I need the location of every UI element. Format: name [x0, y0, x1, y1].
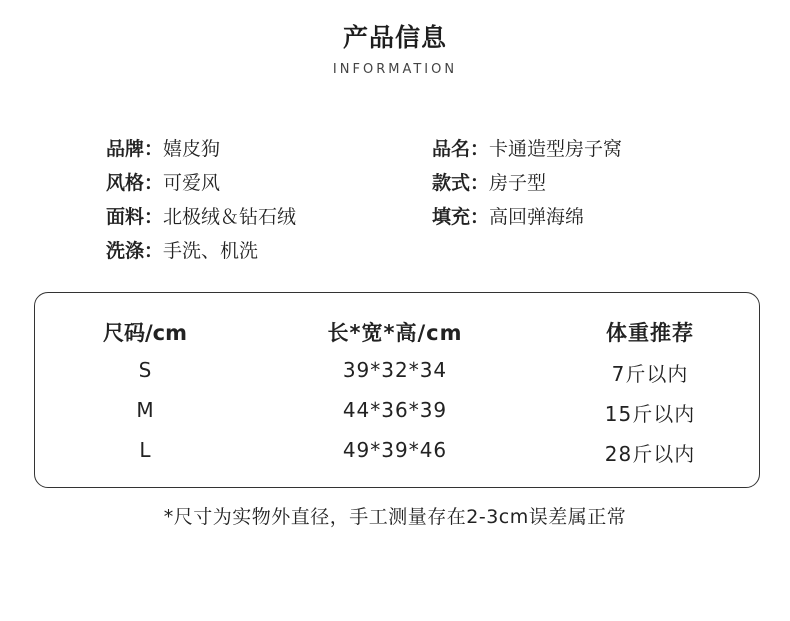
- spec-brand: [106, 137, 220, 161]
- spec-style: [106, 171, 220, 195]
- size-table: [34, 292, 760, 488]
- spec-washing: [106, 239, 258, 263]
- header-size: 尺码/cm: [103, 321, 187, 345]
- measurement-note: *尺寸为实物外直径，手工测量存在2-3cm误差属正常: [163, 506, 627, 528]
- spec-value: 卡通造型房子窝: [489, 138, 623, 160]
- spec-value: 手洗、机洗: [163, 240, 259, 262]
- spec-label: 洗涤：: [106, 240, 164, 262]
- row-m-size: M: [136, 398, 154, 422]
- spec-fabric: [106, 205, 296, 229]
- row-m-dimensions: 44*36*39: [342, 398, 448, 422]
- row-m-weight: 15斤以内: [604, 402, 696, 426]
- row-s-dimensions: 39*32*34: [342, 358, 448, 382]
- spec-label: 风格：: [106, 172, 164, 194]
- spec-label: 品牌：: [106, 138, 164, 160]
- spec-value: 嬉皮狗: [163, 138, 221, 160]
- row-s-size: S: [138, 358, 152, 382]
- row-l-size: L: [139, 438, 151, 462]
- spec-value: 北极绒＆钻石绒: [163, 206, 297, 228]
- spec-value: 房子型: [489, 172, 547, 194]
- row-s-weight: 7斤以内: [611, 362, 689, 386]
- spec-value: 可爱风: [163, 172, 221, 194]
- page-title: 产品信息: [342, 23, 447, 52]
- spec-label: 款式：: [432, 172, 490, 194]
- spec-label: 品名：: [432, 138, 490, 160]
- page-subtitle: INFORMATION: [332, 62, 458, 77]
- header-weight: 体重推荐: [606, 321, 694, 345]
- spec-label: 填充：: [432, 206, 490, 228]
- row-l-weight: 28斤以内: [604, 442, 696, 466]
- spec-filling: [432, 205, 584, 229]
- spec-label: 面料：: [106, 206, 164, 228]
- spec-name: [432, 137, 622, 161]
- spec-type: [432, 171, 546, 195]
- header-dimensions: 长*宽*高/cm: [327, 321, 463, 345]
- spec-value: 高回弹海绵: [489, 206, 585, 228]
- row-l-dimensions: 49*39*46: [342, 438, 448, 462]
